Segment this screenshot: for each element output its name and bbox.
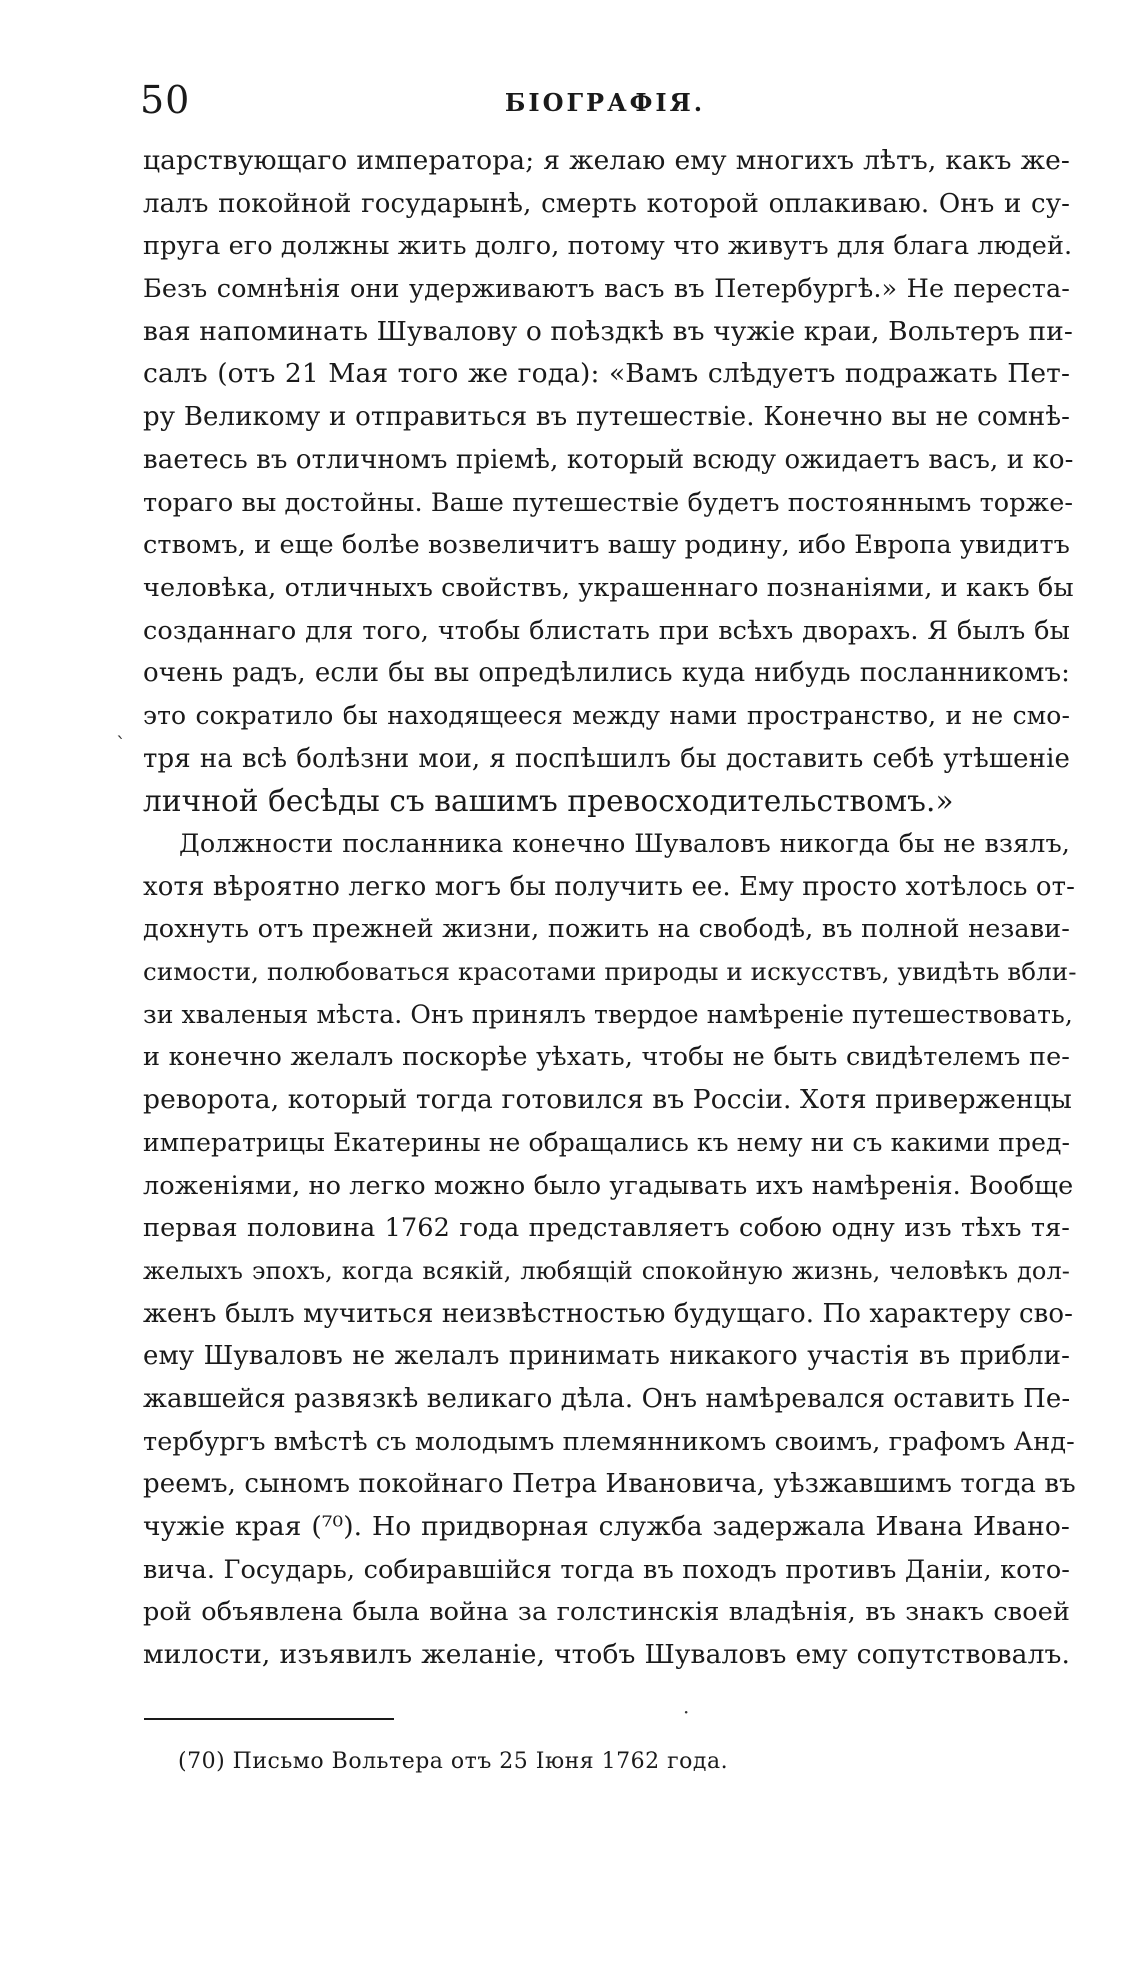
paragraph-2 bbox=[143, 823, 1077, 1677]
text-line: первая половина 1762 года представляетъ собою одну изъ тѣхъ тя- bbox=[143, 1213, 1070, 1244]
text-line: ствомъ, и еще болѣе возвеличитъ вашу родину, ибо Европа увидитъ bbox=[143, 530, 1070, 561]
text-line: салъ (отъ 21 Мая того же года): «Вамъ слѣдуетъ подражать Пет- bbox=[143, 358, 1070, 390]
paragraph-1 bbox=[143, 140, 1074, 823]
text-line: тораго вы достойны. Ваше путешествіе будетъ постояннымъ торже- bbox=[143, 487, 1074, 518]
text-line: рой объявлена была война за голстинскія владѣнія, въ знакъ своей bbox=[143, 1597, 1070, 1628]
text-line: царствующаго императора; я желаю ему многихъ лѣтъ, какъ же- bbox=[143, 145, 1070, 176]
text-line: зи хваленыя мѣста. Онъ принялъ твердое намѣреніе путешествовать, bbox=[143, 999, 1073, 1029]
text-line: дохнуть отъ прежней жизни, пожить на свободѣ, въ полной незави- bbox=[143, 914, 1070, 945]
text-line: и конечно желалъ поскорѣе уѣхать, чтобы не быть свидѣтелемъ пе- bbox=[143, 1042, 1070, 1073]
text-line: желыхъ эпохъ, когда всякій, любящій спокойную жизнь, человѣкъ дол- bbox=[143, 1256, 1070, 1285]
text-line: тербургъ вмѣстѣ съ молодымъ племянникомъ своимъ, графомъ Анд- bbox=[143, 1426, 1075, 1457]
text-line: чужіе края (⁷⁰). Но придворная служба задержала Ивана Ивано- bbox=[143, 1511, 1070, 1542]
text-line: созданнаго для того, чтобы блистать при всѣхъ дворахъ. Я былъ бы bbox=[143, 615, 1070, 646]
footnote: (70) Письмо Вольтера отъ 25 Іюня 1762 года. bbox=[178, 1749, 729, 1774]
page-number: 50 bbox=[140, 78, 191, 122]
page-header bbox=[140, 70, 1070, 120]
text-line: пруга его должны жить долго, потому что живутъ для блага людей. bbox=[143, 231, 1073, 262]
text-line: лалъ покойной государынѣ, смерть которой оплакиваю. Онъ и су- bbox=[143, 188, 1070, 219]
text-line: Должности посланника конечно Шуваловъ никогда бы не взялъ, bbox=[179, 829, 1070, 859]
text-line: хотя вѣроятно легко могъ бы получить ее. Ему просто хотѣлось от- bbox=[143, 871, 1076, 902]
text-line: ваетесь въ отличномъ пріемѣ, который всюду ожидаетъ васъ, и ко- bbox=[143, 444, 1074, 475]
running-title: БІОГРАФІЯ. bbox=[504, 88, 706, 117]
text-line: личной бесѣды съ вашимъ превосходительствомъ.» bbox=[143, 784, 954, 819]
text-line: женъ былъ мучиться неизвѣстностью будущаго. По характеру сво- bbox=[143, 1298, 1073, 1329]
text-line: императрицы Екатерины не обращались къ нему ни съ какими пред- bbox=[143, 1127, 1070, 1157]
text-line: ему Шуваловъ не желалъ принимать никакого участія въ прибли- bbox=[143, 1341, 1070, 1372]
text-line: реемъ, сыномъ покойнаго Петра Ивановича, уѣзжавшимъ тогда въ bbox=[143, 1469, 1076, 1500]
text-line: очень радъ, если бы вы опредѣлились куда нибудь посланникомъ: bbox=[143, 658, 1070, 689]
text-line: тря на всѣ болѣзни мои, я поспѣшилъ бы доставить себѣ утѣшеніе bbox=[143, 743, 1070, 774]
text-line: вая напоминать Шувалову о поѣздкѣ въ чужіе краи, Вольтеръ пи- bbox=[143, 315, 1073, 347]
margin-mark: · bbox=[683, 1700, 690, 1724]
text-line: вича. Государь, собиравшійся тогда въ походъ противъ Даніи, кото- bbox=[143, 1554, 1070, 1585]
text-line: человѣка, отличныхъ свойствъ, украшеннаго познаніями, и какъ бы bbox=[143, 572, 1074, 603]
footnote-rule bbox=[144, 1718, 394, 1720]
text-line: ложеніями, но легко можно было угадывать ихъ намѣренія. Вообще bbox=[143, 1170, 1074, 1201]
text-line: это сократило бы находящееся между нами пространство, и не смо- bbox=[143, 700, 1070, 730]
text-line: симости, полюбоваться красотами природы и искусствъ, увидѣть вбли- bbox=[143, 957, 1077, 987]
text-line: милости, изъявилъ желаніе, чтобъ Шуваловъ ему сопутствовалъ. bbox=[143, 1639, 1070, 1671]
body-text bbox=[143, 140, 1077, 1677]
text-line: Безъ сомнѣнія они удерживаютъ васъ въ Петербургѣ.» Не переста- bbox=[143, 274, 1070, 305]
text-line: реворота, который тогда готовился въ Россіи. Хотя приверженцы bbox=[143, 1084, 1072, 1116]
text-line: ру Великому и отправиться въ путешествіе. Конечно вы не сомнѣ- bbox=[143, 402, 1070, 433]
margin-mark: ˋ bbox=[116, 732, 126, 756]
text-line: жавшейся развязкѣ великаго дѣла. Онъ намѣревался оставить Пе- bbox=[143, 1383, 1071, 1414]
